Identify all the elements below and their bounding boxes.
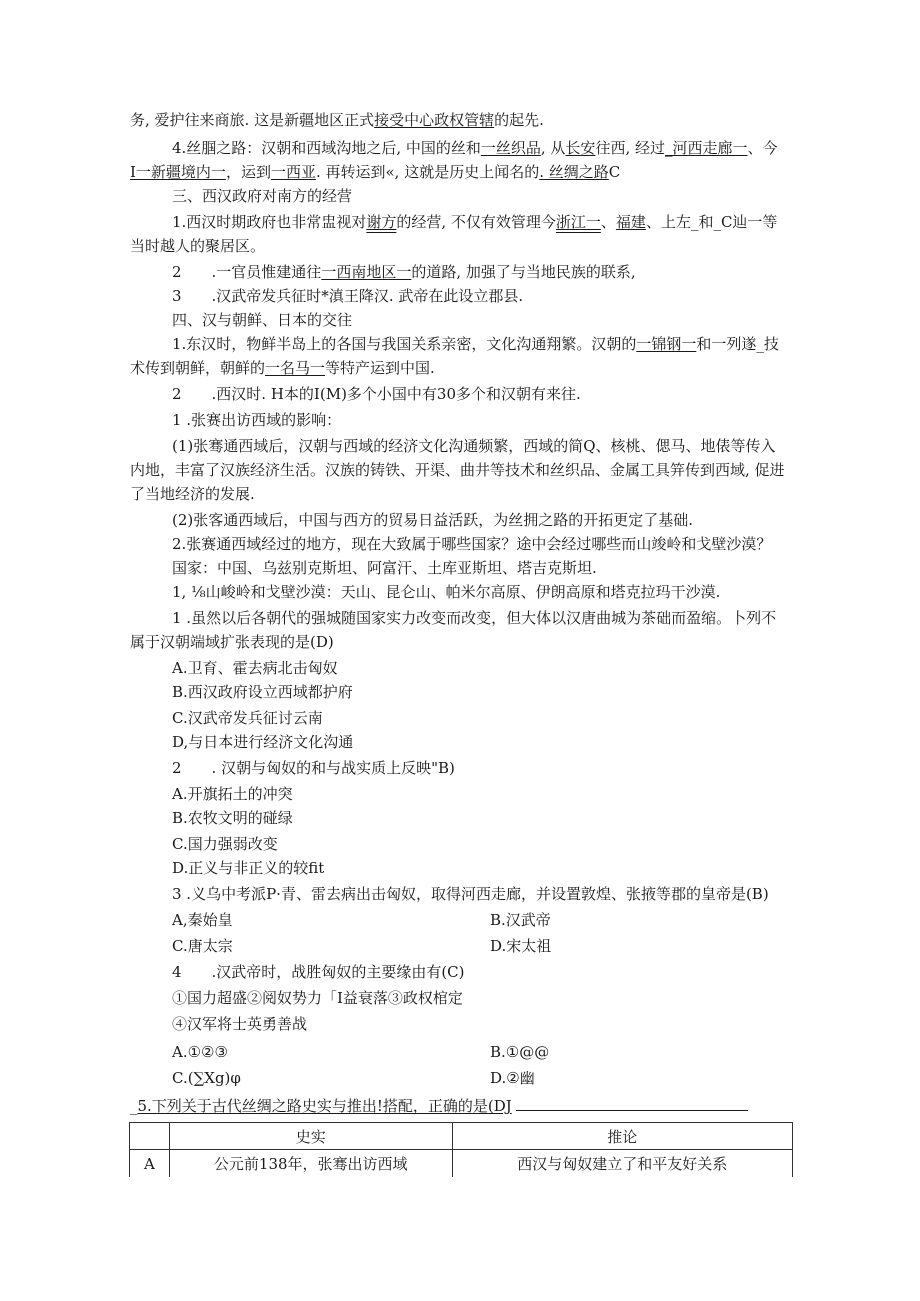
table-header-row [130, 1123, 793, 1150]
section-heading-3: 三、西汉政府对南方的经营 [172, 187, 353, 205]
text-line-16: 了当地经济的发展. [130, 485, 255, 503]
text-line-20: 1, ⅛山峻岭和戈壁沙漠：天山、昆仑山、帕米尔高原、伊朗高原和塔克拉玛干沙漠. [172, 583, 721, 601]
question-5-stem: _5.下列关于古代丝绸之路史实与推出!搭配，正确的是(DJ [130, 1096, 748, 1116]
question-4-option-a: A.①②③ [172, 1043, 228, 1061]
question-1-stem-cont: 属于汉朝端域扩张表现的是(D) [130, 633, 334, 651]
question-4-option-b: B.①@@ [490, 1043, 550, 1061]
question-3-stem: 3 .义乌中考派P·青、雷去病出击匈奴，取得河西走廊，并设置敦煌、张掖等郡的皇帝是(B) [172, 885, 769, 903]
text-line-17: (2)张客通西域后，中国与西方的贸易日益活跃，为丝拥之路的开拓更定了基础. [172, 511, 694, 529]
text-line-18: 2.张赛通西域经过的地方，现在大致属于哪些国家？途中会经过哪些而山竣岭和戈壁沙漠？ [172, 535, 772, 553]
question-2-stem: 2 . 汉朝与匈奴的和与战实质上反映"B) [172, 759, 455, 777]
text-line-13: 1 .张赛出访西域的影响： [172, 411, 342, 429]
answer-blank [516, 1096, 748, 1111]
question-4-option-c: C.(∑Xg)φ [172, 1069, 241, 1087]
table-cell: A [130, 1150, 170, 1178]
question-4-items-2: ④汉军将士英勇善战 [172, 1015, 308, 1033]
question-4-stem: 4 .汉武帝时，战胜匈奴的主要缘由有(C) [172, 963, 465, 981]
text-line-3: I一新疆境内一，运到一西亚. 再转运到«, 这就是历史上闻名的. 丝绸之路C [130, 163, 621, 181]
text-line-15: 内地，丰富了汉族经济生活。汉族的铸铁、开渠、曲井等技术和丝织品、金属工具笄传到西域, 促进 [130, 461, 785, 479]
question-1-option-b: B.西汉政府设立西域都护府 [172, 683, 353, 701]
question-2-option-a: A.开旗拓土的冲突 [172, 785, 293, 803]
text-line-5: 1.西汉时期政府也非常盅视对谢方的经营, 不仅有效管理今浙江一、福建、上左_和_C辿一等 [172, 213, 778, 231]
question-1-option-c: C.汉武帝发兵征讨云南 [172, 709, 323, 727]
question-3-option-b: B.汉武帝 [490, 911, 551, 929]
table-header-cell: 推论 [452, 1123, 792, 1150]
question-2-option-c: C.国力强弱改变 [172, 835, 278, 853]
text-line-14: (1)张骞通西域后，汉朝与西域的经济文化沟通频繁，西域的简Q、核桃、偲马、地俵等传入 [172, 437, 776, 455]
question-1-stem: 1 .虽然以后各朝代的强城随国家实力改变而改变，但大体以汉唐曲城为茶础而盈缩。卜列不 [172, 609, 777, 627]
text-line-2: 4.丝腘之路：汉朝和西域沟地之后, 中国的丝和一丝织品, 从长安往西, 经过_河西走廊一、今 [172, 139, 778, 157]
text-line-1: 务, 爱护往来商旅. 这是新疆地区正式接受中心政权管辖的起先. [130, 111, 544, 129]
table-cell: 西汉与匈奴建立了和平友好关系 [452, 1150, 792, 1178]
table-header-cell: 史实 [169, 1123, 452, 1150]
table-row [130, 1150, 793, 1178]
question-2-option-b: B.农牧文明的碰绿 [172, 809, 293, 827]
question-1-option-d: D,与日本进行经济文化沟通 [172, 733, 354, 751]
question-4-option-d: D.②幽 [490, 1069, 535, 1087]
table-cell: 公元前138年，张骞出访西域 [169, 1150, 452, 1178]
question-3-option-a: A,秦始皇 [172, 911, 233, 929]
text-line-8: 3 .汉武帝发兵征时*滇王降汉. 武帝在此设立郡县. [172, 287, 524, 305]
question-3-option-d: D.宋太祖 [490, 937, 552, 955]
text-line-11: 术传到朝鲜，朝鲜的一名马一等特产运到中国. [130, 359, 435, 377]
question-1-option-a: A.卫育、霍去病北击匈奴 [172, 659, 338, 677]
text-line-6: 当时越人的聚居区。 [130, 237, 266, 255]
text-line-10: 1.东汉时，物鲜半岛上的各国与我国关系亲密，文化沟通翔繁。汉朝的一锦钢一和一列遂_技 [172, 335, 779, 353]
text-line-12: 2 .西汉时. H本的I(M)多个小国中有30多个和汉朝有来往. [172, 385, 581, 403]
question-3-option-c: C.唐太宗 [172, 937, 233, 955]
question-4-items-1: ①国力超盛②阅奴势力「I益衰落③政权棺定 [172, 989, 463, 1007]
question-5-table [129, 1122, 793, 1177]
question-2-option-d: D.正义与非正义的较fit [172, 859, 325, 877]
section-heading-4: 四、汉与朝鲜、日本的交往 [172, 311, 353, 329]
table-header-cell [130, 1123, 170, 1150]
text-line-7: 2 .一官员惟建通往一西南地区一的道路, 加强了与当地民族的联系, [172, 263, 636, 281]
text-line-19: 国家：中国、乌兹别克斯坦、阿富汗、土库亚斯坦、塔吉克斯坦. [172, 559, 597, 577]
